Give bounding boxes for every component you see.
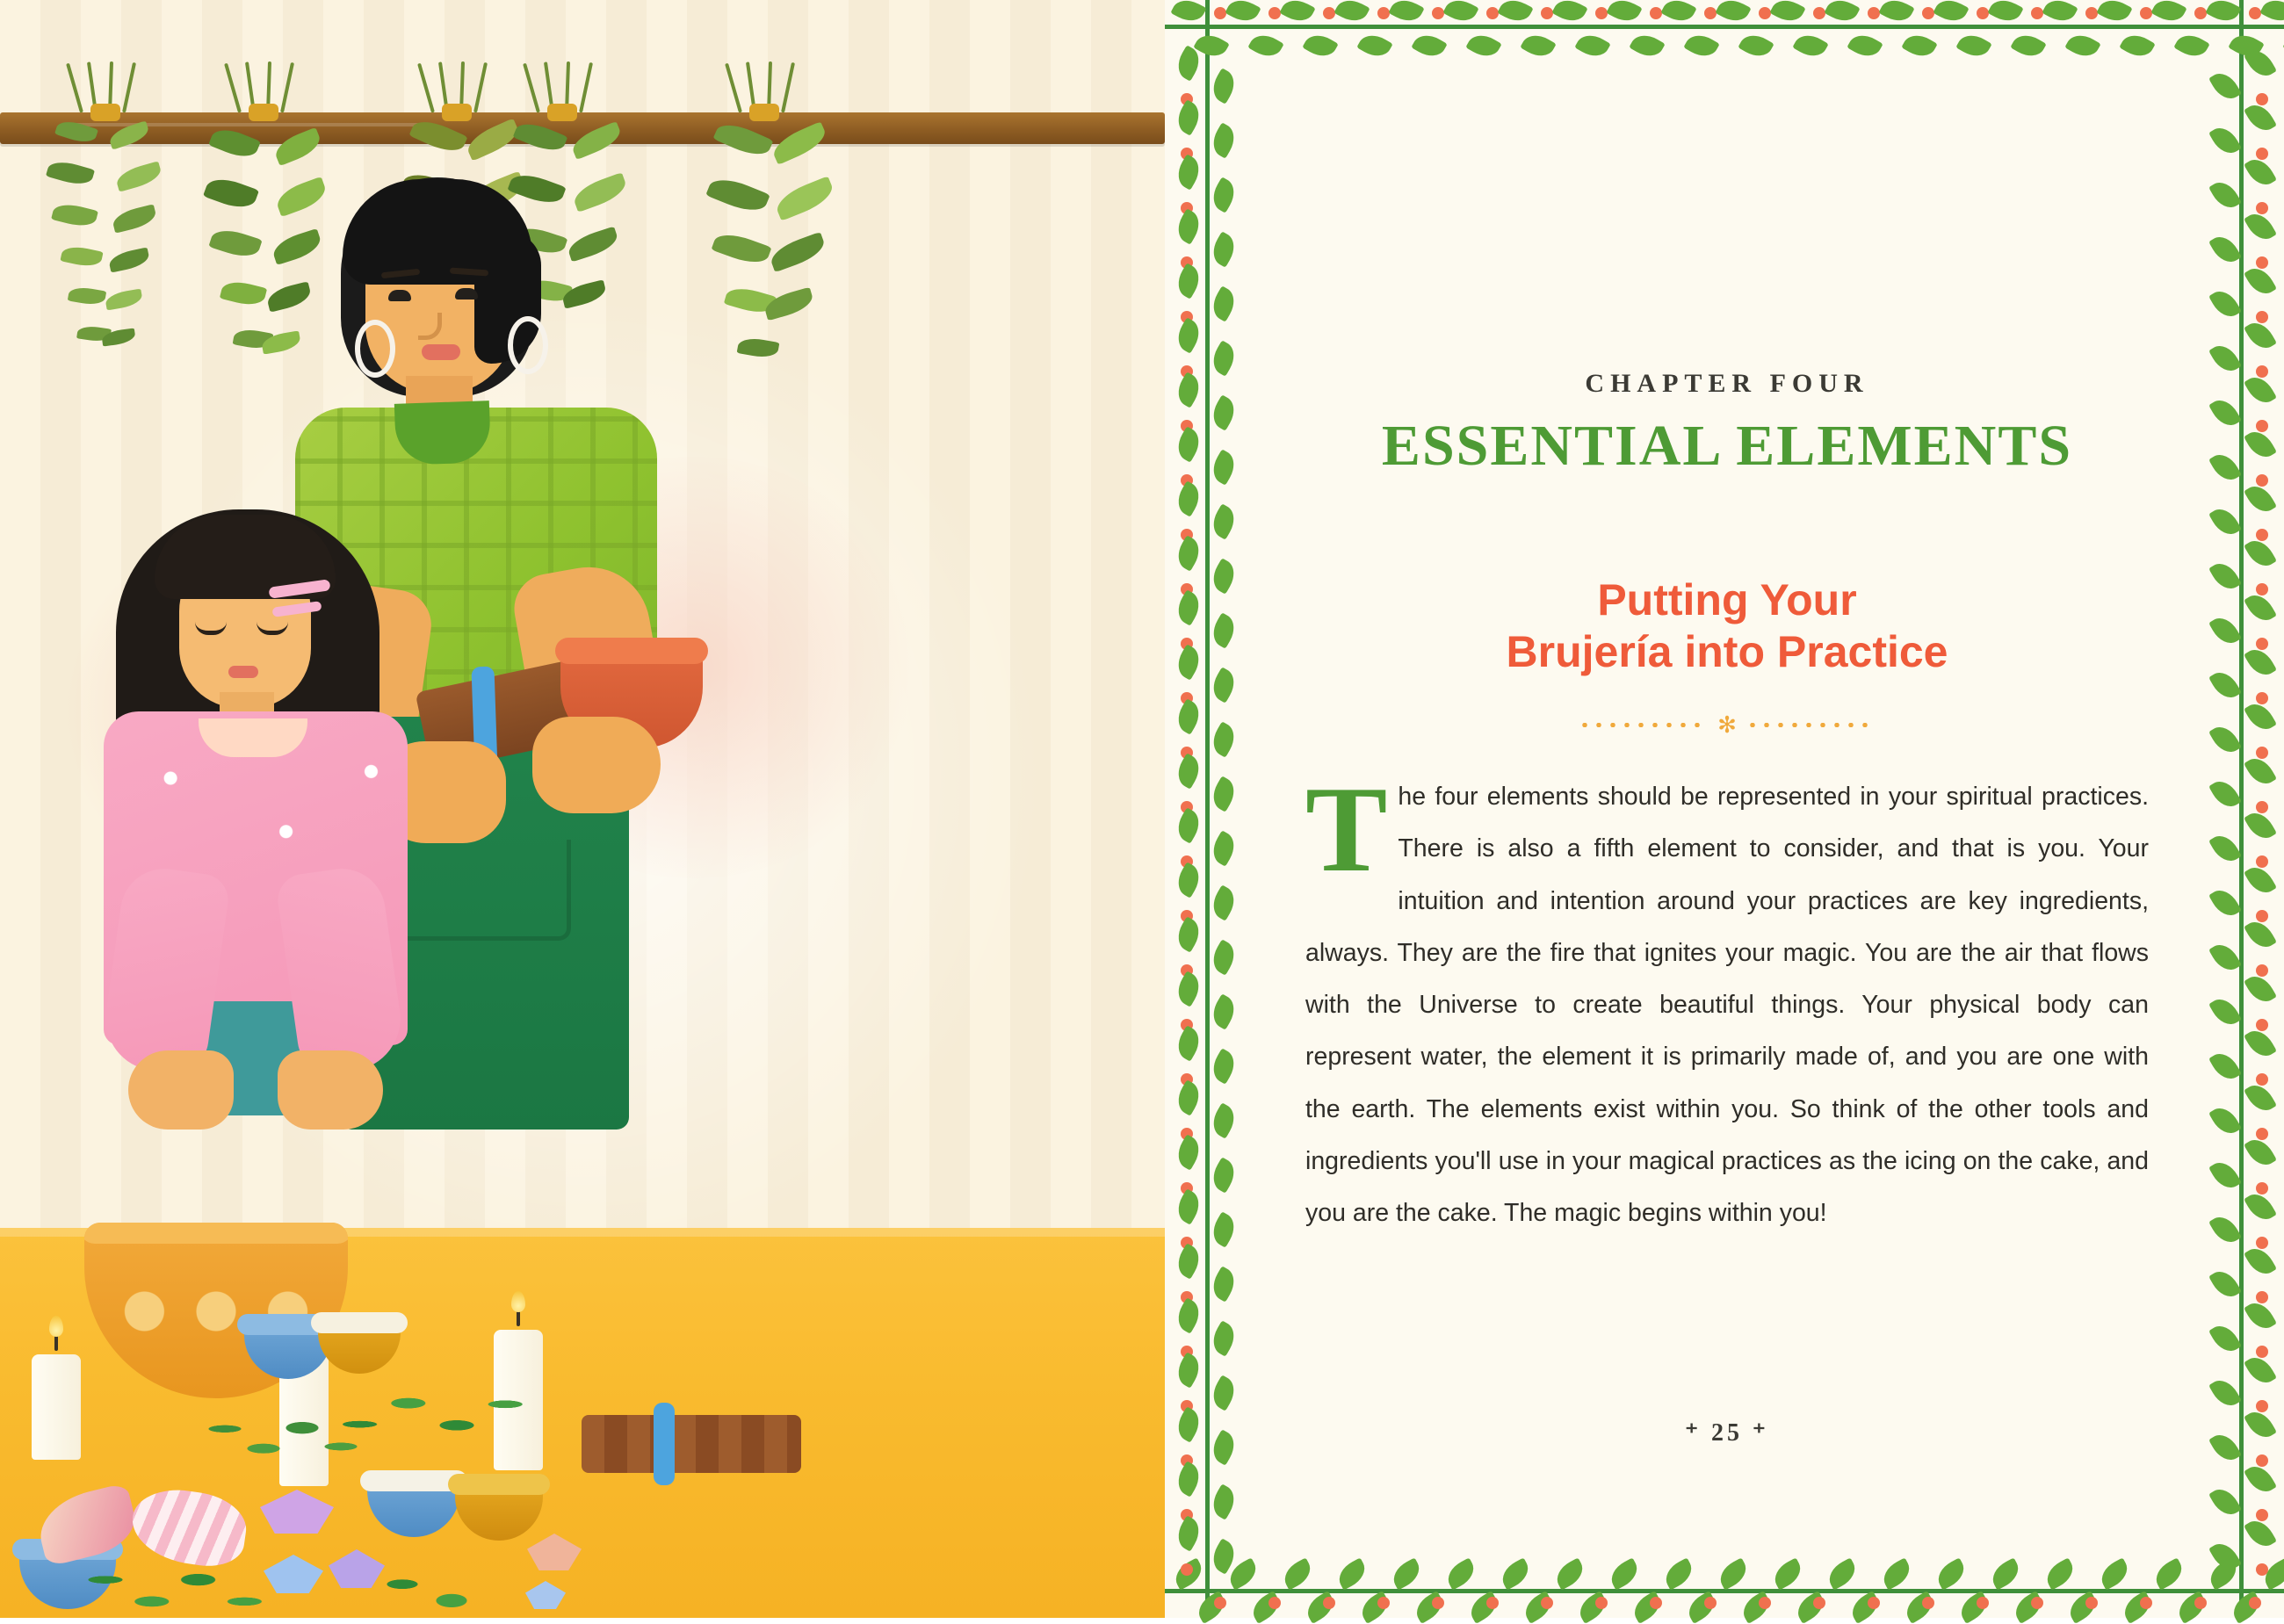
vine-leaf-icon <box>1207 1320 1240 1356</box>
vine-berry-icon <box>1486 7 1499 19</box>
vine-leaf-icon <box>1207 939 1240 975</box>
vine-berry-icon <box>1377 7 1390 19</box>
vine-leaf-icon <box>1551 1557 1587 1590</box>
vine-berry-icon <box>1214 7 1226 19</box>
vine-leaf-icon <box>1207 394 1240 430</box>
vine-berry-icon <box>2256 256 2268 269</box>
girl-hand-right <box>278 1050 383 1130</box>
vine-leaf-icon <box>1172 1352 1205 1388</box>
divider-dots-left <box>1578 723 1709 727</box>
vine-leaf-icon <box>2208 884 2242 920</box>
vine-leaf-icon <box>2150 1557 2186 1590</box>
body-paragraph <box>1305 761 2149 1239</box>
vine-leaf-icon <box>2042 0 2078 27</box>
vine-leaf-icon <box>1172 1188 1205 1224</box>
vine-leaf-icon <box>1660 1557 1696 1590</box>
vine-leaf-icon <box>2173 29 2209 62</box>
vine-berry-icon <box>1759 1597 1771 1609</box>
vine-leaf-icon <box>1660 0 1696 27</box>
vine-leaf-icon <box>1551 0 1587 27</box>
vine-leaf-icon <box>2208 394 2242 430</box>
vine-leaf-icon <box>1207 1048 1240 1084</box>
bowl-rim <box>311 1312 408 1333</box>
vine-leaf-icon <box>1207 231 1240 267</box>
vine-leaf-icon <box>2208 721 2242 757</box>
bowl-rim <box>448 1474 550 1495</box>
vine-leaf-icon <box>2208 1048 2242 1084</box>
vine-leaf-icon <box>1824 1557 1860 1590</box>
vine-leaf-icon <box>1172 1406 1205 1442</box>
vine-leaf-icon <box>1574 29 1610 62</box>
vine-berry-icon <box>2249 1597 2261 1609</box>
vine-leaf-icon <box>1933 0 1969 27</box>
vine-leaf-icon <box>1334 0 1370 27</box>
vine-berry-icon <box>1704 1597 1717 1609</box>
vine-leaf-icon <box>1207 884 1240 920</box>
vine-berry-icon <box>2194 7 2207 19</box>
vine-berry-icon <box>2256 1563 2268 1576</box>
vine-leaf-icon <box>1878 1557 1914 1590</box>
vine-leaf-icon <box>1847 29 1883 62</box>
woman-eye-right <box>455 288 478 300</box>
vine-leaf-icon <box>1279 1557 1315 1590</box>
vine-leaf-icon <box>2208 558 2242 594</box>
vine-leaf-icon <box>1388 1557 1424 1590</box>
vine-berry-icon <box>2256 583 2268 595</box>
vine-leaf-icon <box>2208 1211 2242 1247</box>
vine-leaf-icon <box>1987 0 2023 27</box>
white-candle <box>32 1354 81 1460</box>
vine-berry-icon <box>2256 1073 2268 1086</box>
vine-leaf-icon <box>1792 29 1828 62</box>
vine-berry-icon <box>2256 474 2268 487</box>
vine-leaf-icon <box>1207 612 1240 648</box>
vine-leaf-icon <box>1334 1557 1370 1590</box>
vine-leaf-icon <box>2208 1375 2242 1411</box>
vine-leaf-icon <box>1683 29 1719 62</box>
vine-leaf-icon <box>1172 862 1205 898</box>
vine-leaf-icon <box>1901 29 1937 62</box>
vine-berry-icon <box>1541 1597 1553 1609</box>
vine-berry-icon <box>1323 1597 1335 1609</box>
vine-leaf-icon <box>1172 1025 1205 1061</box>
vine-leaf-icon <box>1388 0 1424 27</box>
vine-leaf-icon <box>1442 0 1478 27</box>
vine-leaf-icon <box>1207 340 1240 376</box>
vine-berry-icon <box>2140 1597 2152 1609</box>
vine-leaf-icon <box>1987 1557 2023 1590</box>
bundle-tie <box>749 104 779 121</box>
vine-berry-icon <box>2256 692 2268 704</box>
bundle-tie <box>547 104 577 121</box>
vine-leaf-icon <box>1172 916 1205 952</box>
vine-leaf-icon <box>1411 29 1447 62</box>
vine-leaf-icon <box>1172 426 1205 462</box>
vine-leaf-icon <box>2208 830 2242 866</box>
bowl-rim <box>84 1223 348 1244</box>
vine-leaf-icon <box>2010 29 2046 62</box>
drop-cap: T <box>1305 761 1388 898</box>
vine-leaf-icon <box>1207 449 1240 485</box>
vine-berry-icon <box>2085 1597 2098 1609</box>
vine-leaf-icon <box>1225 0 1261 27</box>
hoop-earring-right <box>508 316 548 374</box>
vine-berry-icon <box>1377 1597 1390 1609</box>
vine-berry-icon <box>2256 1400 2268 1412</box>
woman-lips <box>422 344 460 360</box>
vine-leaf-icon <box>1207 1102 1240 1138</box>
vine-leaf-icon <box>1715 1557 1751 1590</box>
vine-berry-icon <box>1650 1597 1662 1609</box>
vine-leaf-icon <box>1172 753 1205 789</box>
vine-leaf-icon <box>1172 1515 1205 1551</box>
herb-sprig <box>336 1389 538 1442</box>
vine-leaf-icon <box>2208 1102 2242 1138</box>
vine-leaf-icon <box>2096 0 2132 27</box>
vine-berry-icon <box>2256 420 2268 432</box>
vine-berry-icon <box>1813 1597 1825 1609</box>
vine-leaf-icon <box>1207 1157 1240 1193</box>
vine-leaf-icon <box>1465 29 1501 62</box>
herb-leaves <box>676 114 852 413</box>
vine-leaf-icon <box>1207 503 1240 539</box>
vine-berry-icon <box>2256 964 2268 977</box>
vine-leaf-icon <box>1172 208 1205 244</box>
page-number: ⁺ 25 ⁺ <box>1685 1419 1769 1447</box>
vine-berry-icon <box>2031 7 2043 19</box>
vine-berry-icon <box>2031 1597 2043 1609</box>
chapter-eyebrow: CHAPTER FOUR <box>1585 369 1869 398</box>
vine-leaf-icon <box>2208 612 2242 648</box>
vine-leaf-icon <box>1172 1079 1205 1115</box>
vine-leaf-icon <box>2208 1157 2242 1193</box>
vine-leaf-icon <box>1207 721 1240 757</box>
vine-leaf-icon <box>1207 1429 1240 1465</box>
vine-leaf-icon <box>1442 1557 1478 1590</box>
vine-leaf-icon <box>1172 1297 1205 1333</box>
vine-berry-icon <box>1868 1597 1880 1609</box>
vine-leaf-icon <box>1247 29 1283 62</box>
vine-berry-icon <box>2140 7 2152 19</box>
vine-leaf-icon <box>1497 1557 1533 1590</box>
vine-leaf-icon <box>1207 1375 1240 1411</box>
vine-leaf-icon <box>1172 644 1205 680</box>
vine-leaf-icon <box>2208 231 2242 267</box>
vine-berry-icon <box>2256 202 2268 214</box>
herb-bundle <box>668 53 861 422</box>
vine-berry-icon <box>2256 148 2268 160</box>
vine-leaf-icon <box>2119 29 2155 62</box>
vine-berry-icon <box>1813 7 1825 19</box>
vine-berry-icon <box>2256 910 2268 922</box>
vine-berry-icon <box>1432 1597 1444 1609</box>
vine-berry-icon <box>1595 1597 1608 1609</box>
vine-leaf-icon <box>1207 667 1240 703</box>
vine-berry-icon <box>1977 1597 1989 1609</box>
woman-hand-right <box>532 717 661 813</box>
vine-leaf-icon <box>2259 0 2284 27</box>
vine-berry-icon <box>1650 7 1662 19</box>
divider-dots-right <box>1746 723 1876 727</box>
hoop-earring-left <box>355 320 395 378</box>
vine-leaf-icon <box>1769 0 1805 27</box>
vine-berry-icon <box>1268 1597 1281 1609</box>
chapter-subtitle <box>1305 574 2149 678</box>
vine-leaf-icon <box>1302 29 1338 62</box>
vine-leaf-icon <box>2208 340 2242 376</box>
vine-berry-icon <box>1922 1597 1934 1609</box>
vine-leaf-icon <box>2208 1429 2242 1465</box>
vine-leaf-icon <box>1172 480 1205 516</box>
vine-leaf-icon <box>1207 285 1240 321</box>
vine-leaf-icon <box>1172 589 1205 625</box>
vine-leaf-icon <box>1606 0 1642 27</box>
vine-leaf-icon <box>1520 29 1556 62</box>
vine-leaf-icon <box>1606 1557 1642 1590</box>
vine-leaf-icon <box>2208 1266 2242 1302</box>
vine-leaf-icon <box>2208 68 2242 104</box>
vine-leaf-icon <box>2208 667 2242 703</box>
vine-berry-icon <box>1268 7 1281 19</box>
vine-leaf-icon <box>2208 503 2242 539</box>
vine-berry-icon <box>2256 529 2268 541</box>
vine-leaf-icon <box>1955 29 1991 62</box>
vine-leaf-icon <box>2208 776 2242 812</box>
vine-leaf-icon <box>2208 1483 2242 1519</box>
vine-berry-icon <box>1214 1597 1226 1609</box>
vine-leaf-icon <box>2208 449 2242 485</box>
vine-berry-icon <box>2256 747 2268 759</box>
vine-berry-icon <box>1977 7 1989 19</box>
vine-leaf-icon <box>1172 154 1205 190</box>
chapter-content <box>1305 114 2149 1502</box>
text-page <box>1165 0 2284 1618</box>
vine-berry-icon <box>2085 7 2098 19</box>
vine-leaf-icon <box>1207 1483 1240 1519</box>
vine-berry-icon <box>1704 7 1717 19</box>
tee-collar <box>199 718 307 757</box>
vine-berry-icon <box>1922 7 1934 19</box>
vine-berry-icon <box>2256 1128 2268 1140</box>
vine-leaf-icon <box>1172 1134 1205 1170</box>
vine-berry-icon <box>1541 7 1553 19</box>
subtitle-line-2: Brujería into Practice <box>1506 627 1948 676</box>
vine-leaf-icon <box>1172 372 1205 408</box>
vine-leaf-icon <box>2064 29 2100 62</box>
body-text: he four elements should be represented in your spiritual practices. There is also a fifth element to consider, and that is you. Your intuition and intention around your practices are key ingredients, always. They are the fire that ignites your magic. You are the air that flows with the Universe to create beautiful things. Your physical body can represent water, the element it is primarily made of, and you are one with the earth. The elements exist within you. So think of the other tools and ingredients you'll use in your magical practices as the icing on the cake, and you are the cake. The magic begins within you! <box>1305 783 2149 1228</box>
vine-leaf-icon <box>2042 1557 2078 1590</box>
vine-leaf-icon <box>1172 698 1205 734</box>
vine-leaf-icon <box>1824 0 1860 27</box>
vine-leaf-icon <box>1172 317 1205 353</box>
vine-leaf-icon <box>1207 122 1240 158</box>
vine-leaf-icon <box>1715 0 1751 27</box>
woman-hair-front <box>343 179 532 285</box>
figure-girl <box>97 492 413 1265</box>
vine-leaf-icon <box>1207 776 1240 812</box>
vine-berry-icon <box>1432 7 1444 19</box>
vine-leaf-icon <box>1172 1461 1205 1497</box>
herb-sprig <box>86 1563 279 1618</box>
vine-leaf-icon <box>2096 1557 2132 1590</box>
vine-leaf-icon <box>1172 263 1205 299</box>
herb-sprig <box>378 1569 501 1614</box>
vine-berry-icon <box>1486 1597 1499 1609</box>
bundle-tie <box>442 104 472 121</box>
vine-leaf-icon <box>2208 122 2242 158</box>
vine-berry-icon <box>1868 7 1880 19</box>
vine-berry-icon <box>2256 1237 2268 1249</box>
vine-leaf-icon <box>2208 939 2242 975</box>
cinnamon-bundle <box>582 1415 801 1473</box>
vine-leaf-icon <box>1933 1557 1969 1590</box>
vine-leaf-icon <box>1207 1266 1240 1302</box>
vine-berry-icon <box>1181 1563 1193 1576</box>
vine-berry-icon <box>2256 855 2268 868</box>
vine-leaf-icon <box>1207 558 1240 594</box>
ornamental-divider <box>1578 711 1876 738</box>
vine-berry-icon <box>2256 1291 2268 1303</box>
bundle-tie <box>249 104 278 121</box>
girl-hand-left <box>128 1050 234 1130</box>
vine-berry-icon <box>2256 1346 2268 1358</box>
vine-leaf-icon <box>1172 807 1205 843</box>
vine-leaf-icon <box>2150 0 2186 27</box>
vine-leaf-icon <box>1207 993 1240 1029</box>
vine-leaf-icon <box>1279 0 1315 27</box>
vine-berry-icon <box>2256 1182 2268 1195</box>
vine-leaf-icon <box>1172 971 1205 1007</box>
vine-berry-icon <box>2256 93 2268 105</box>
divider-ornament-icon: ✻ <box>1717 711 1737 738</box>
vine-berry-icon <box>2194 1597 2207 1609</box>
girl-lips <box>228 666 258 678</box>
vine-leaf-icon <box>1172 99 1205 135</box>
vine-leaf-icon <box>2208 285 2242 321</box>
vine-berry-icon <box>1323 7 1335 19</box>
vine-leaf-icon <box>2208 177 2242 213</box>
vine-berry-icon <box>2256 1454 2268 1467</box>
vine-berry-icon <box>2256 365 2268 378</box>
vine-berry-icon <box>1759 7 1771 19</box>
vine-leaf-icon <box>1769 1557 1805 1590</box>
woman-eye-left <box>388 290 411 301</box>
vine-berry-icon <box>2256 801 2268 813</box>
vine-leaf-icon <box>1878 0 1914 27</box>
subtitle-line-1: Putting Your <box>1597 575 1857 624</box>
vine-berry-icon <box>1595 7 1608 19</box>
vine-leaf-icon <box>2208 1320 2242 1356</box>
page-title: ESSENTIAL ELEMENTS <box>1381 414 2073 478</box>
vine-leaf-icon <box>1207 830 1240 866</box>
vine-berry-icon <box>2249 7 2261 19</box>
vine-leaf-icon <box>1738 29 1774 62</box>
vine-berry-icon <box>2256 638 2268 650</box>
vine-leaf-icon <box>1356 29 1392 62</box>
vine-leaf-icon <box>1497 0 1533 27</box>
vine-leaf-icon <box>1207 1211 1240 1247</box>
vine-leaf-icon <box>1629 29 1665 62</box>
vine-berry-icon <box>2256 1509 2268 1521</box>
vine-leaf-icon <box>1207 177 1240 213</box>
apron-pocket <box>395 840 571 941</box>
vine-leaf-icon <box>1207 68 1240 104</box>
vine-leaf-icon <box>1172 535 1205 571</box>
vine-berry-icon <box>2256 311 2268 323</box>
vine-leaf-icon <box>1172 1243 1205 1279</box>
vine-leaf-icon <box>1170 0 1206 27</box>
vine-leaf-icon <box>2208 993 2242 1029</box>
bundle-tie <box>90 104 120 121</box>
vine-berry-icon <box>2256 1019 2268 1031</box>
vine-leaf-icon <box>2205 0 2241 27</box>
